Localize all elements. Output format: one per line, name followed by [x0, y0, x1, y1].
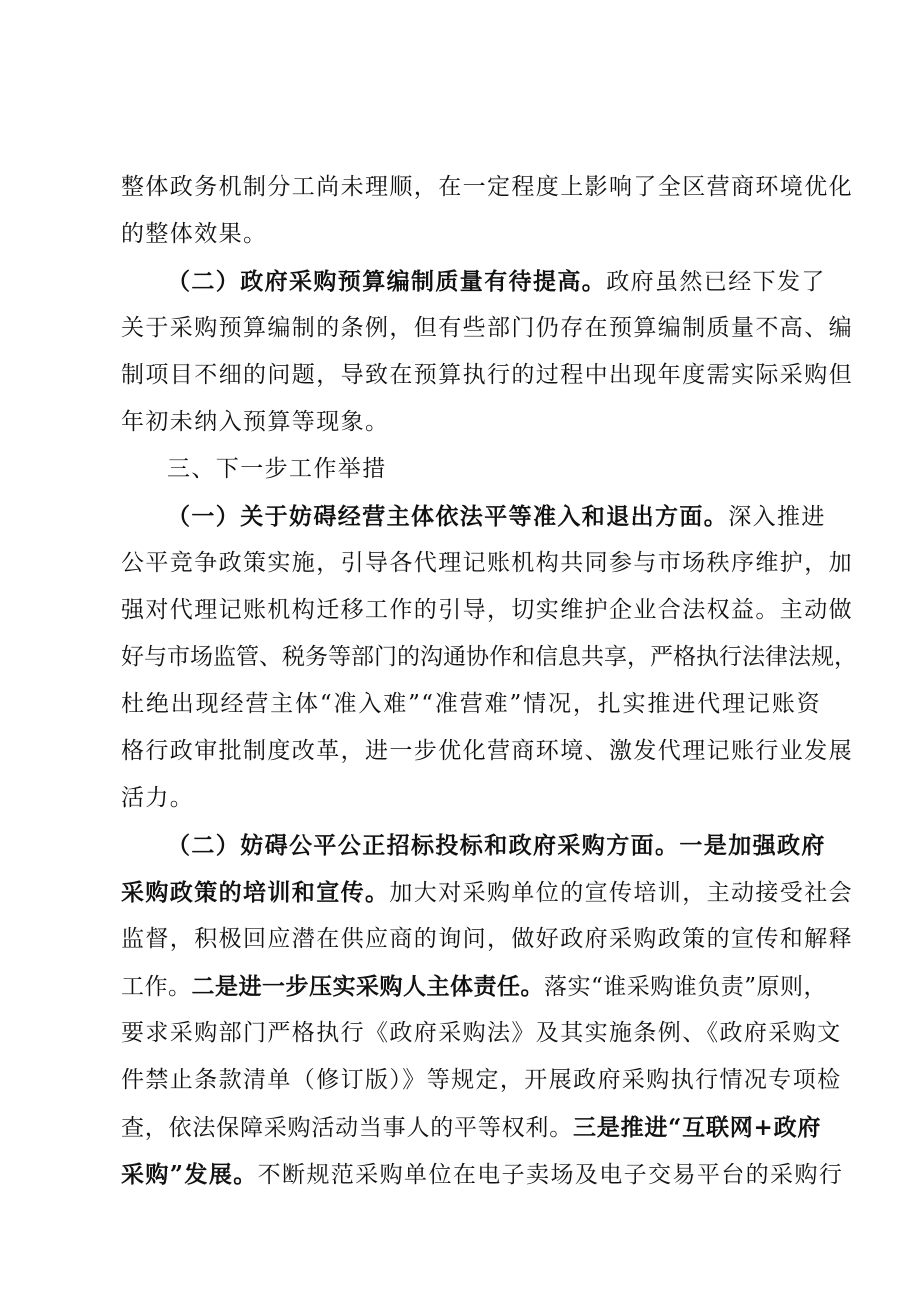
- bold-phrase: 采购”发展。: [121, 1161, 258, 1188]
- paragraph-5: [121, 822, 854, 1198]
- text-line: 好与市场监管、税务等部门的沟通协作和信息共享，严格执行法律法规，: [121, 644, 857, 670]
- text-line: 格行政审批制度改革，进一步优化营商环境、激发代理记账行业发展: [121, 738, 853, 764]
- bold-heading: （二）政府采购预算编制质量有待提高。: [167, 268, 607, 295]
- bold-phrase: 三是推进“互联网+政府: [573, 1114, 821, 1141]
- text-line: 年初未纳入预算等现象。: [121, 409, 390, 435]
- text-line: 采购”发展。不断规范采购单位在电子卖场及电子交易平台的采购行: [121, 1161, 844, 1188]
- section-heading: [121, 446, 821, 493]
- text-line: 关于采购预算编制的条例，但有些部门仍存在预算编制质量不高、编: [121, 315, 853, 341]
- text-line: 制项目不细的问题，导致在预算执行的过程中出现年度需实际采购但: [121, 362, 853, 388]
- bold-phrase: 二是进一步压实采购人主体责任。: [191, 973, 544, 1000]
- text-line: 公平竞争政策实施，引导各代理记账机构共同参与市场秩序维护，加: [121, 550, 853, 576]
- text-line: 的整体效果。: [121, 221, 268, 247]
- text-line: （二）政府采购预算编制质量有待提高。政府虽然已经下发了: [167, 268, 826, 295]
- bold-heading: （二）妨碍公平公正招标投标和政府采购方面。一是加强政府: [167, 832, 826, 859]
- text-line: 要求采购部门严格执行《政府采购法》及其实施条例、《政府采购文: [121, 1020, 842, 1046]
- text-line: 三、下一步工作举措: [167, 456, 387, 482]
- paragraph-1: [121, 164, 853, 258]
- bold-phrase: 采购政策的培训和宣传。: [121, 879, 390, 906]
- bold-heading: （一）关于妨碍经营主体依法平等准入和退出方面。: [167, 503, 729, 530]
- text-line: 监督，积极回应潜在供应商的询问，做好政府采购政策的宣传和解释: [121, 926, 853, 952]
- text-line: 杜绝出现经营主体“准入难”“准营难”情况，扎实推进代理记账资: [121, 691, 821, 717]
- paragraph-2: [121, 258, 853, 446]
- text-line: 强对代理记账机构迁移工作的引导，切实维护企业合法权益。主动做: [121, 597, 853, 623]
- text-line: 整体政务机制分工尚未理顺，在一定程度上影响了全区营商环境优化: [121, 174, 853, 200]
- text-line: [121, 822, 826, 869]
- document-body: [121, 164, 857, 1198]
- text-line: （一）关于妨碍经营主体依法平等准入和退出方面。深入推进: [167, 503, 826, 530]
- text-line: 件禁止条款清单（修订版）》等规定，开展政府采购执行情况专项检: [121, 1067, 842, 1093]
- paragraph-4: [121, 493, 857, 822]
- text-line: 工作。二是进一步压实采购人主体责任。落实“谁采购谁负责”原则，: [121, 973, 828, 1000]
- text-line: 活力。: [121, 785, 195, 811]
- text-line: 查，依法保障采购活动当事人的平等权利。三是推进“互联网+政府: [121, 1114, 821, 1141]
- text-line: 采购政策的培训和宣传。加大对采购单位的宣传培训，主动接受社会: [121, 879, 854, 906]
